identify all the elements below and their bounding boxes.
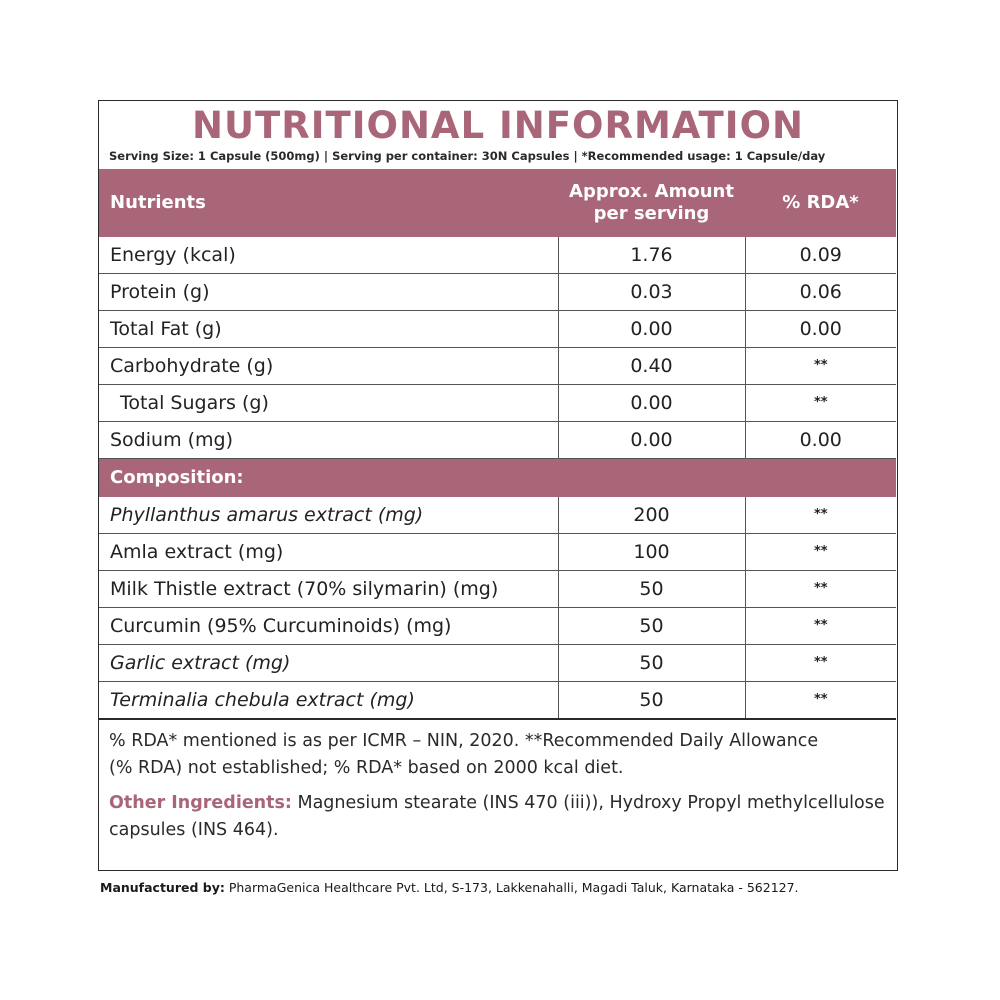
manufacturer-text: PharmaGenica Healthcare Pvt. Ltd, S-173, Lakkenahalli, Magadi Taluk, Karnataka - 562127. (224, 880, 799, 895)
table-row (99, 385, 896, 422)
composition-rda: ** (745, 497, 896, 534)
rda-note-line1: % RDA* mentioned is as per ICMR – NIN, 2020. **Recommended Daily Allowance (109, 731, 819, 751)
header-amount (558, 169, 745, 237)
table-row (99, 645, 896, 682)
table-row (99, 608, 896, 645)
other-ingredients-label: Other Ingredients: (109, 793, 292, 813)
serving-info: Serving Size: 1 Capsule (500mg) | Serving per container: 30N Capsules | *Recommended usage: 1 Capsule/day (109, 149, 826, 163)
manufacturer-label: Manufactured by: (100, 880, 225, 895)
table-row (99, 571, 896, 608)
nutrient-rda: 0.09 (745, 237, 896, 274)
composition-rda: ** (745, 645, 896, 682)
nutrient-rda: ** (745, 385, 896, 422)
nutrient-name: Energy (kcal) (99, 237, 558, 274)
table-row (99, 237, 896, 274)
header-nutrients: Nutrients (99, 169, 558, 237)
composition-header (99, 459, 896, 498)
nutrient-name: Total Fat (g) (99, 311, 558, 348)
composition-name: Phyllanthus amarus extract (mg) (99, 497, 558, 534)
rda-note-line2: (% RDA) not established; % RDA* based on 2000 kcal diet. (109, 758, 624, 778)
composition-amount: 50 (558, 682, 745, 720)
composition-amount: 100 (558, 534, 745, 571)
table-row (99, 682, 896, 720)
table-header (99, 169, 896, 237)
header-amount-line1: Approx. Amount (569, 181, 734, 202)
nutrient-name: Sodium (mg) (99, 422, 558, 459)
nutrition-panel (98, 100, 898, 871)
nutrient-rda: 0.00 (745, 422, 896, 459)
composition-name: Amla extract (mg) (99, 534, 558, 571)
other-ingredients (109, 790, 889, 844)
nutrient-amount: 0.00 (558, 422, 745, 459)
composition-amount: 200 (558, 497, 745, 534)
composition-amount: 50 (558, 645, 745, 682)
composition-name: Curcumin (95% Curcuminoids) (mg) (99, 608, 558, 645)
composition-amount: 50 (558, 608, 745, 645)
nutrient-name: Protein (g) (99, 274, 558, 311)
composition-amount: 50 (558, 571, 745, 608)
manufacturer-line (100, 880, 920, 895)
nutrient-rda: 0.00 (745, 311, 896, 348)
nutrient-rda: 0.06 (745, 274, 896, 311)
header-amount-line2: per serving (593, 203, 710, 224)
nutrient-amount: 0.03 (558, 274, 745, 311)
composition-rda: ** (745, 608, 896, 645)
composition-rda: ** (745, 534, 896, 571)
table-row (99, 534, 896, 571)
table-row (99, 311, 896, 348)
footnotes (109, 728, 889, 844)
nutrient-rda: ** (745, 348, 896, 385)
nutrient-amount: 0.40 (558, 348, 745, 385)
composition-name: Garlic extract (mg) (99, 645, 558, 682)
composition-label: Composition: (99, 459, 896, 498)
header-rda: % RDA* (745, 169, 896, 237)
composition-rda: ** (745, 682, 896, 720)
table-row (99, 274, 896, 311)
nutrient-amount: 1.76 (558, 237, 745, 274)
nutrition-table (99, 169, 896, 720)
composition-rda: ** (745, 571, 896, 608)
panel-title: NUTRITIONAL INFORMATION (192, 104, 804, 147)
table-row (99, 422, 896, 459)
composition-name: Milk Thistle extract (70% silymarin) (mg) (99, 571, 558, 608)
nutrient-amount: 0.00 (558, 311, 745, 348)
table-row (99, 348, 896, 385)
other-ingredients-text: Magnesium stearate (INS 470 (iii)), Hydroxy Propyl methylcellulose capsules (INS 464). (109, 793, 885, 840)
nutrient-amount: 0.00 (558, 385, 745, 422)
nutrient-name: Total Sugars (g) (99, 385, 558, 422)
nutrient-name: Carbohydrate (g) (99, 348, 558, 385)
table-row (99, 497, 896, 534)
composition-name: Terminalia chebula extract (mg) (99, 682, 558, 720)
